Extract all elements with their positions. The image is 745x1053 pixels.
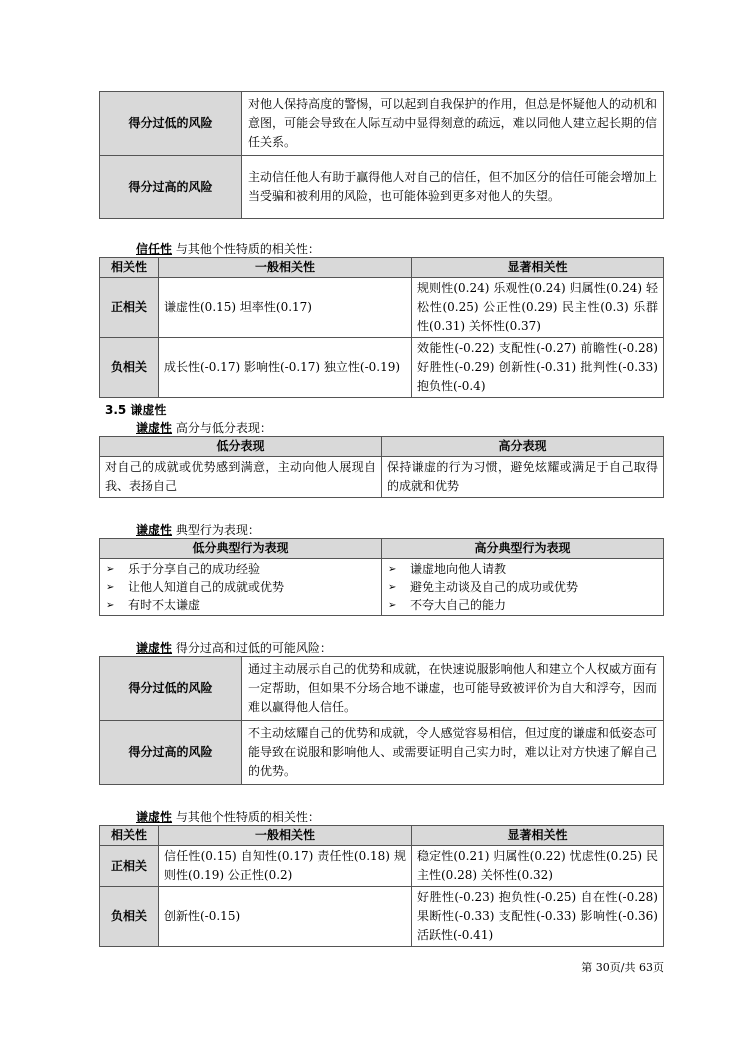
header-low-behavior: 低分典型行为表现 [100, 539, 382, 559]
low-risk-label: 得分过低的风险 [100, 657, 242, 721]
arrow-bullet-icon: ➢ [106, 563, 115, 575]
negative-general: 创新性(-0.15) [159, 887, 412, 947]
caption-text: 与其他个性特质的相关性： [175, 810, 320, 824]
header-high-score: 高分表现 [382, 437, 664, 457]
low-score-text: 对自己的成就或优势感到满意，主动向他人展现自我、表扬自己 [100, 457, 382, 498]
header-high-behavior: 高分典型行为表现 [382, 539, 664, 559]
arrow-bullet-icon: ➢ [388, 599, 397, 611]
caption-text: 与其他个性特质的相关性： [175, 242, 320, 256]
behavior-table [99, 538, 664, 616]
header-general: 一般相关性 [159, 258, 412, 278]
list-item: ➢ 谦虚地向他人请教 [384, 560, 661, 578]
trait-keyword: 信任性 [136, 242, 173, 256]
low-risk-text: 通过主动展示自己的优势和成就，在快速说服影响他人和建立个人权威方面有一定帮助，但如果不分场合地不谦虚，也可能导致被评价为自大和浮夸，因而难以赢得他人信任。 [242, 657, 664, 721]
caption-text: 高分与低分表现： [175, 421, 272, 435]
score-table [99, 436, 664, 498]
section-title: 3.5 谦虚性 [105, 403, 167, 417]
positive-label: 正相关 [100, 278, 159, 338]
list-item: ➢ 让他人知道自己的成就或优势 [102, 578, 379, 596]
arrow-bullet-icon: ➢ [106, 599, 115, 611]
positive-label: 正相关 [100, 846, 159, 887]
list-item: ➢ 乐于分享自己的成功经验 [102, 560, 379, 578]
positive-general: 谦虚性(0.15) 坦率性(0.17) [159, 278, 412, 338]
trait-keyword: 谦虚性 [136, 810, 173, 824]
trust-correlation-caption [99, 241, 664, 257]
positive-significant: 规则性(0.24) 乐观性(0.24) 归属性(0.24) 轻松性(0.25) 公正性(0.29) 民主性(0.3) 乐群性(0.31) 关怀性(0.37) [412, 278, 664, 338]
modesty-correlation-table [99, 825, 664, 947]
modesty-correlation-caption [99, 809, 664, 825]
low-risk-label: 得分过低的风险 [100, 92, 242, 156]
arrow-bullet-icon: ➢ [388, 563, 397, 575]
header-significant: 显著相关性 [412, 826, 664, 846]
modesty-risk-caption [99, 640, 664, 656]
list-item: ➢ 不夸大自己的能力 [384, 596, 661, 614]
negative-label: 负相关 [100, 338, 159, 398]
caption-text: 典型行为表现： [175, 523, 260, 537]
high-score-text: 保持谦虚的行为习惯，避免炫耀或满足于自己取得的成就和优势 [382, 457, 664, 498]
header-low-score: 低分表现 [100, 437, 382, 457]
high-risk-text: 不主动炫耀自己的优势和成就，令人感觉容易相信，但过度的谦虚和低姿态可能导致在说服和影响他人、或需要证明自己实力时，难以让对方快速了解自己的优势。 [242, 721, 664, 785]
high-risk-label: 得分过高的风险 [100, 721, 242, 785]
trust-correlation-table [99, 257, 664, 398]
caption-text: 得分过高和过低的可能风险： [175, 641, 332, 655]
list-item: ➢ 有时不太谦虚 [102, 596, 379, 614]
trait-keyword: 谦虚性 [136, 641, 173, 655]
arrow-bullet-icon: ➢ [106, 581, 115, 593]
header-correlation: 相关性 [100, 258, 159, 278]
header-general: 一般相关性 [159, 826, 412, 846]
positive-significant: 稳定性(0.21) 归属性(0.22) 忧虑性(0.25) 民主性(0.28) 关怀性(0.32) [412, 846, 664, 887]
header-correlation: 相关性 [100, 826, 159, 846]
list-item: ➢ 避免主动谈及自己的成功或优势 [384, 578, 661, 596]
negative-general: 成长性(-0.17) 影响性(-0.17) 独立性(-0.19) [159, 338, 412, 398]
low-risk-text: 对他人保持高度的警惕，可以起到自我保护的作用，但总是怀疑他人的动机和意图，可能会导致在人际互动中显得刻意的疏远，难以同他人建立起长期的信任关系。 [242, 92, 664, 156]
behavior-caption [99, 522, 664, 538]
high-risk-text: 主动信任他人有助于赢得他人对自己的信任，但不加区分的信任可能会增加上当受骗和被利用的风险，也可能体验到更多对他人的失望。 [242, 156, 664, 219]
document-page [99, 91, 664, 947]
positive-general: 信任性(0.15) 自知性(0.17) 责任性(0.18) 规则性(0.19) 公正性(0.2) [159, 846, 412, 887]
negative-label: 负相关 [100, 887, 159, 947]
score-caption [99, 420, 664, 436]
high-risk-label: 得分过高的风险 [100, 156, 242, 219]
trait-keyword: 谦虚性 [136, 421, 173, 435]
trust-risk-table [99, 91, 664, 219]
negative-significant: 效能性(-0.22) 支配性(-0.27) 前瞻性(-0.28) 好胜性(-0.29) 创新性(-0.31) 批判性(-0.33) 抱负性(-0.4) [412, 338, 664, 398]
low-behavior-list [100, 559, 382, 616]
trait-keyword: 谦虚性 [136, 523, 173, 537]
high-behavior-list [382, 559, 664, 616]
page-number: 第 30页/共 63页 [581, 961, 664, 974]
modesty-risk-table [99, 656, 664, 785]
header-significant: 显著相关性 [412, 258, 664, 278]
arrow-bullet-icon: ➢ [388, 581, 397, 593]
negative-significant: 好胜性(-0.23) 抱负性(-0.25) 自在性(-0.28) 果断性(-0.33) 支配性(-0.33) 影响性(-0.36) 活跃性(-0.41) [412, 887, 664, 947]
